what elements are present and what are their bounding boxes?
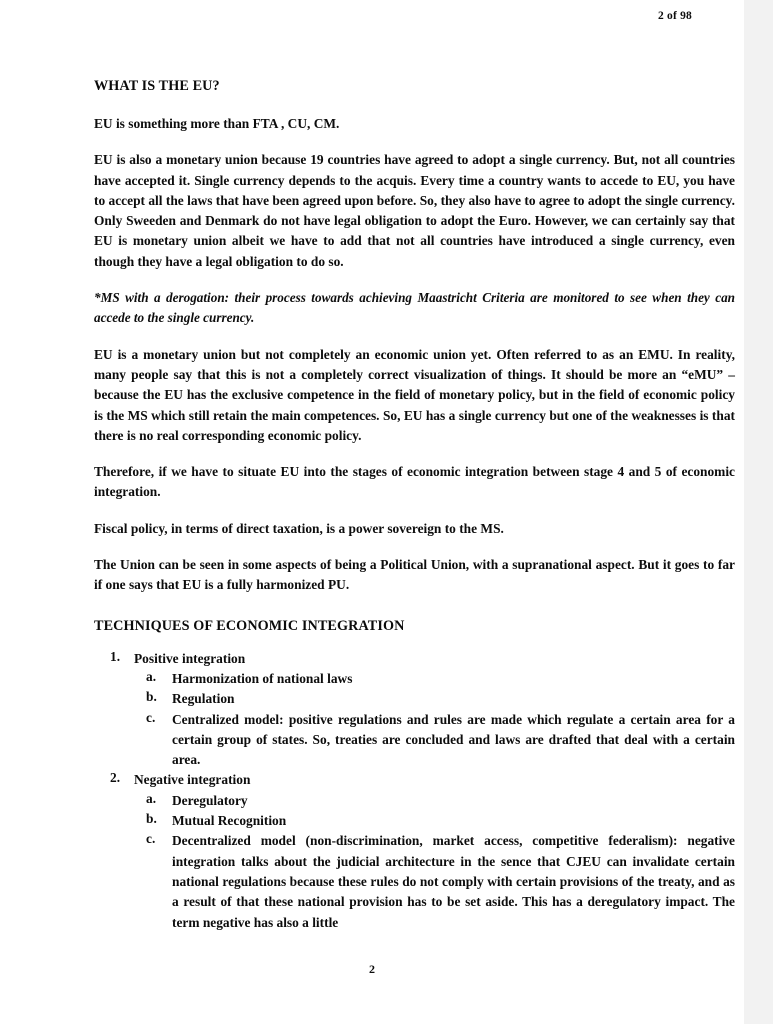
paragraph-intro: EU is something more than FTA , CU, CM.	[94, 116, 340, 131]
heading-techniques-of-economic-integration: TECHNIQUES OF ECONOMIC INTEGRATION	[94, 617, 405, 634]
paragraph-derogation-note: *MS with a derogation: their process towards achieving Maastricht Criteria are monitored to see when they can accede to the single currency.	[94, 290, 735, 326]
outline-item-negative-integration	[94, 770, 735, 932]
scan-gutter	[743, 0, 773, 1024]
outline-item-label: Negative integration	[134, 772, 251, 788]
sub-outline-marker: b.	[146, 811, 157, 827]
outline-marker: 2.	[110, 770, 121, 786]
paragraph-monetary-union: EU is also a monetary union because 19 countries have agreed to adopt a single currency. But, not all countries have accepted it. Single currency depends to the acquis. Every time a country wants to accede to EU, you have to accept all the laws that have been agreed upon before. So, they also have to agree to adopt the single currency. Only Sweeden and Denmark do not have legal obligation to adopt the Euro. However, we can certainly say that EU is monetary union albeit we have to add that not all countries have introduced a single currency, even though they have a legal obligation to do so.	[94, 152, 735, 269]
sub-outline-item	[134, 791, 735, 811]
page-header-indicator: 2 of 98	[658, 10, 692, 22]
outline-marker: 1.	[110, 648, 121, 664]
sub-outline-marker: c.	[146, 709, 156, 725]
document-body	[94, 78, 735, 933]
sub-outline-item	[134, 831, 735, 932]
sub-outline-list-positive	[134, 669, 735, 770]
sub-outline-list-negative	[134, 791, 735, 933]
sub-outline-item-label: Mutual Recognition	[172, 813, 287, 829]
paragraph-political-union: The Union can be seen in some aspects of being a Political Union, with a supranational aspect. But it goes to far if one says that EU is a fully harmonized PU.	[94, 557, 735, 593]
sub-outline-item-label: Centralized model: positive regulations and rules are made which regulate a certain area for a certain group of states. So, treaties are concluded and laws are drafted that deal with a certain area.	[172, 711, 735, 768]
paragraph-fiscal-policy: Fiscal policy, in terms of direct taxation, is a power sovereign to the MS.	[94, 520, 504, 536]
sub-outline-item-label: Decentralized model (non-discrimination, market access, competitive federalism): negative integration talks about the judicial architecture in the sence that CJEU can invalidate certain national regulations because these rules do not comply with certain provisions of the treaty, and as a result of that these national provision has to be set aside. This has a deregulatory impact. The term negative has also a little	[172, 833, 735, 930]
paragraph-stages: Therefore, if we have to situate EU into the stages of economic integration between stage 4 and 5 of economic integration.	[94, 464, 735, 500]
outline-list	[94, 649, 735, 933]
sub-outline-marker: b.	[146, 689, 157, 705]
sub-outline-item	[134, 811, 735, 831]
sub-outline-item	[134, 669, 735, 689]
outline-item-positive-integration	[94, 649, 735, 771]
sub-outline-marker: a.	[146, 790, 157, 806]
sub-outline-item	[134, 710, 735, 771]
sub-outline-marker: a.	[146, 668, 157, 684]
sub-outline-item-label: Regulation	[172, 691, 235, 707]
heading-what-is-the-eu: WHAT IS THE EU?	[94, 78, 220, 94]
outline-item-label: Positive integration	[134, 650, 246, 666]
sub-outline-item	[134, 689, 735, 709]
sub-outline-item-label: Deregulatory	[172, 792, 248, 808]
page-footer-number: 2	[369, 962, 375, 976]
sub-outline-item-label: Harmonization of national laws	[172, 670, 353, 686]
paragraph-emu: EU is a monetary union but not completely an economic union yet. Often referred to as an EMU. In reality, many people say that this is not a completely correct visualization of things. It should be more an “eMU” – because the EU has the exclusive competence in the field of monetary policy, but in the field of economic policy is the MS which still retain the main competences. So, EU has a single currency but one of the weaknesses is that there is no real corresponding economic policy.	[94, 346, 735, 443]
sub-outline-marker: c.	[146, 831, 156, 847]
